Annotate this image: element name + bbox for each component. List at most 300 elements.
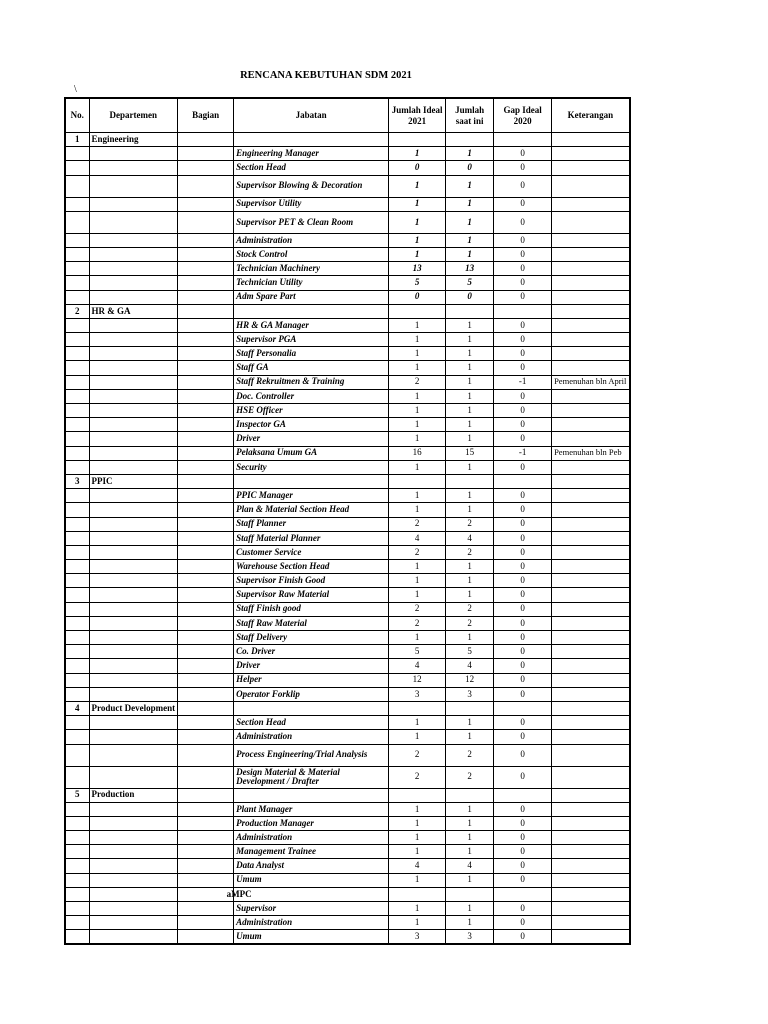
section-name [178,474,234,488]
row-number [65,902,89,916]
document-title: RENCANA KEBUTUHAN SDM 2021 [240,70,412,81]
current-count: 1 [446,147,494,161]
table-row [65,211,630,233]
position-title: Driver [234,432,389,446]
section-name [178,404,234,418]
department-name [89,545,178,559]
position-title: Umum [234,930,389,944]
current-count: 1 [446,211,494,233]
position-title: Staff Delivery [234,631,389,645]
ideal-count: 1 [389,730,446,744]
section-name [178,859,234,873]
row-number [65,247,89,261]
section-name [178,347,234,361]
table-row [65,233,630,247]
gap-value: 0 [494,233,552,247]
ideal-count: 3 [389,687,446,701]
row-number [65,460,89,474]
department-name [89,262,178,276]
current-count: 2 [446,616,494,630]
gap-value: 0 [494,333,552,347]
ideal-count: 2 [389,744,446,766]
department-name [89,460,178,474]
department-name [89,744,178,766]
current-count: 1 [446,361,494,375]
table-row [65,147,630,161]
table-row [65,930,630,944]
row-number [65,233,89,247]
table-row [65,517,630,531]
gap-value: 0 [494,175,552,197]
table-row [65,432,630,446]
position-title: Warehouse Section Head [234,560,389,574]
gap-value: 0 [494,716,552,730]
gap-value: 0 [494,730,552,744]
row-number [65,318,89,332]
section-name [178,673,234,687]
gap-value: 0 [494,361,552,375]
gap-value [494,701,552,715]
department-name [89,560,178,574]
position-title: Engineering Manager [234,147,389,161]
current-count: 1 [446,404,494,418]
department-name [89,831,178,845]
header-no: No. [65,98,89,133]
section-name [178,333,234,347]
ideal-count: 4 [389,659,446,673]
ideal-count [389,887,446,901]
gap-value: 0 [494,744,552,766]
gap-value: 0 [494,460,552,474]
current-count: 1 [446,489,494,503]
department-name [89,859,178,873]
position-title: Supervisor [234,902,389,916]
section-name [178,318,234,332]
section-name [178,602,234,616]
current-count: 1 [446,902,494,916]
remarks: Pemenuhan bln April [552,375,630,389]
gap-value: -1 [494,446,552,460]
current-count [446,788,494,802]
ideal-count: 1 [389,460,446,474]
current-count: 4 [446,659,494,673]
position-title: Inspector GA [234,418,389,432]
row-number [65,503,89,517]
current-count: 1 [446,233,494,247]
section-name [178,247,234,261]
table-row [65,873,630,887]
remarks [552,659,630,673]
ideal-count [389,133,446,147]
section-name [178,659,234,673]
ideal-count: 1 [389,588,446,602]
current-count: 1 [446,831,494,845]
ideal-count: 2 [389,375,446,389]
gap-value: 0 [494,432,552,446]
remarks [552,560,630,574]
ideal-count: 1 [389,389,446,403]
gap-value [494,474,552,488]
current-count [446,701,494,715]
position-title: Administration [234,916,389,930]
position-title: Staff Raw Material [234,616,389,630]
department-name: HR & GA [89,304,178,318]
current-count: 1 [446,730,494,744]
current-count: 1 [446,588,494,602]
row-number [65,744,89,766]
table-row [65,347,630,361]
position-title: Staff Finish good [234,602,389,616]
section-name [178,503,234,517]
ideal-count: 1 [389,432,446,446]
remarks [552,930,630,944]
current-count: 1 [446,560,494,574]
row-number [65,418,89,432]
position-title [234,887,389,901]
remarks [552,845,630,859]
gap-value: 0 [494,916,552,930]
gap-value: 0 [494,645,552,659]
department-name [89,318,178,332]
department-name: Production [89,788,178,802]
department-name [89,389,178,403]
position-title: Management Trainee [234,845,389,859]
department-name [89,197,178,211]
current-count: 2 [446,744,494,766]
row-number [65,766,89,788]
department-row [65,133,630,147]
position-title: Helper [234,673,389,687]
table-row [65,616,630,630]
header-jumlah-ideal: Jumlah Ideal 2021 [389,98,446,133]
header-row [65,98,630,133]
ideal-count: 16 [389,446,446,460]
ideal-count: 1 [389,560,446,574]
remarks [552,873,630,887]
section-name [178,375,234,389]
gap-value: 0 [494,147,552,161]
section-name [178,701,234,715]
department-name [89,211,178,233]
table-body [65,133,630,945]
department-name [89,916,178,930]
position-title: Supervisor Blowing & Decoration [234,175,389,197]
ideal-count: 1 [389,503,446,517]
row-number [65,446,89,460]
department-name [89,802,178,816]
ideal-count: 1 [389,902,446,916]
gap-value: 0 [494,859,552,873]
position-title: Administration [234,730,389,744]
remarks [552,404,630,418]
section-name [178,744,234,766]
gap-value: 0 [494,831,552,845]
current-count: 1 [446,197,494,211]
gap-value: 0 [494,276,552,290]
row-number [65,560,89,574]
remarks [552,645,630,659]
current-count: 1 [446,375,494,389]
gap-value: 0 [494,631,552,645]
ideal-count: 1 [389,873,446,887]
gap-value: 0 [494,673,552,687]
current-count: 1 [446,802,494,816]
remarks [552,474,630,488]
row-number [65,333,89,347]
table-row [65,361,630,375]
position-title: Section Head [234,161,389,175]
department-name [89,347,178,361]
remarks [552,262,630,276]
ideal-count: 1 [389,318,446,332]
row-number [65,816,89,830]
position-title: Section Head [234,716,389,730]
header-gap: Gap Ideal 2020 [494,98,552,133]
gap-value: 0 [494,766,552,788]
current-count: 15 [446,446,494,460]
section-name [178,545,234,559]
row-number [65,574,89,588]
row-number [65,262,89,276]
remarks [552,545,630,559]
table-row [65,375,630,389]
ideal-count: 1 [389,802,446,816]
gap-value: 0 [494,418,552,432]
section-name [178,687,234,701]
remarks [552,588,630,602]
current-count [446,887,494,901]
ideal-count [389,304,446,318]
table-row [65,902,630,916]
current-count: 1 [446,333,494,347]
ideal-count: 2 [389,766,446,788]
row-number [65,161,89,175]
current-count: 1 [446,389,494,403]
gap-value: 0 [494,616,552,630]
gap-value: 0 [494,161,552,175]
remarks [552,389,630,403]
current-count: 1 [446,460,494,474]
table-row [65,859,630,873]
position-title: Pelaksana Umum GA [234,446,389,460]
remarks [552,802,630,816]
department-name [89,902,178,916]
current-count: 1 [446,432,494,446]
table-row [65,602,630,616]
position-title [234,474,389,488]
ideal-count [389,474,446,488]
position-title: Staff GA [234,361,389,375]
current-count: 4 [446,859,494,873]
gap-value: 0 [494,930,552,944]
remarks [552,197,630,211]
gap-value: 0 [494,687,552,701]
remarks [552,147,630,161]
row-number [65,375,89,389]
header-jumlah-saat-ini: Jumlah saat ini [446,98,494,133]
department-name [89,574,178,588]
position-title: Technician Machinery [234,262,389,276]
row-number: 1 [65,133,89,147]
position-title: Staff Material Planner [234,531,389,545]
current-count: 1 [446,916,494,930]
department-name [89,845,178,859]
current-count: 1 [446,873,494,887]
header-departemen: Departemen [89,98,178,133]
position-title: Operator Forklip [234,687,389,701]
department-row [65,474,630,488]
section-name [178,389,234,403]
gap-value: 0 [494,489,552,503]
current-count: 0 [446,161,494,175]
ideal-count: 13 [389,262,446,276]
table-row [65,716,630,730]
gap-value [494,788,552,802]
ideal-count: 12 [389,673,446,687]
ideal-count: 4 [389,531,446,545]
ideal-count: 1 [389,816,446,830]
position-title [234,133,389,147]
ideal-count: 3 [389,930,446,944]
remarks [552,616,630,630]
row-number [65,730,89,744]
gap-value [494,304,552,318]
table-row [65,161,630,175]
current-count: 1 [446,175,494,197]
remarks [552,233,630,247]
department-name [89,404,178,418]
position-title: Staff Planner [234,517,389,531]
department-name [89,233,178,247]
gap-value: 0 [494,262,552,276]
position-title: PPIC Manager [234,489,389,503]
gap-value: 0 [494,211,552,233]
section-name [178,517,234,531]
section-name: aMPC [178,887,234,901]
row-number [65,916,89,930]
row-number [65,347,89,361]
gap-value: 0 [494,318,552,332]
table-row [65,645,630,659]
ideal-count: 0 [389,161,446,175]
department-name [89,147,178,161]
remarks [552,816,630,830]
position-title: Co. Driver [234,645,389,659]
position-title: Staff Personalia [234,347,389,361]
department-name [89,161,178,175]
gap-value: 0 [494,545,552,559]
position-title: Supervisor Finish Good [234,574,389,588]
row-number [65,659,89,673]
ideal-count: 1 [389,845,446,859]
department-row [65,788,630,802]
ideal-count: 1 [389,233,446,247]
remarks [552,347,630,361]
gap-value: 0 [494,503,552,517]
row-number [65,602,89,616]
position-title [234,701,389,715]
row-number [65,716,89,730]
ideal-count: 4 [389,859,446,873]
remarks: Pemenuhan bln Peb [552,446,630,460]
ideal-count: 0 [389,290,446,304]
position-title: Supervisor PET & Clean Room [234,211,389,233]
current-count: 3 [446,687,494,701]
section-name [178,788,234,802]
table-row [65,687,630,701]
department-name [89,716,178,730]
gap-value: 0 [494,574,552,588]
row-number [65,517,89,531]
header-bagian: Bagian [178,98,234,133]
remarks [552,290,630,304]
current-count: 1 [446,318,494,332]
gap-value: 0 [494,560,552,574]
department-name [89,418,178,432]
position-title: Data Analyst [234,859,389,873]
position-title: Customer Service [234,545,389,559]
remarks [552,687,630,701]
department-name: Product Development [89,701,178,715]
section-name [178,175,234,197]
remarks [552,333,630,347]
remarks [552,916,630,930]
gap-value: 0 [494,404,552,418]
section-name [178,418,234,432]
department-name: PPIC [89,474,178,488]
current-count: 1 [446,347,494,361]
table-row [65,845,630,859]
department-name [89,873,178,887]
row-number [65,616,89,630]
row-number: 4 [65,701,89,715]
row-number [65,211,89,233]
remarks [552,211,630,233]
current-count: 5 [446,645,494,659]
department-name [89,887,178,901]
section-name [178,197,234,211]
department-name [89,930,178,944]
remarks [552,318,630,332]
department-name [89,602,178,616]
table-row [65,730,630,744]
gap-value: 0 [494,531,552,545]
ideal-count: 2 [389,517,446,531]
current-count [446,474,494,488]
table-row [65,744,630,766]
ideal-count: 2 [389,545,446,559]
current-count: 0 [446,290,494,304]
remarks [552,887,630,901]
section-name [178,147,234,161]
department-name [89,446,178,460]
section-name [178,432,234,446]
ideal-count: 1 [389,361,446,375]
ideal-count: 1 [389,489,446,503]
ideal-count: 1 [389,197,446,211]
ideal-count: 1 [389,574,446,588]
remarks [552,730,630,744]
header-keterangan: Keterangan [552,98,630,133]
position-title: Plan & Material Section Head [234,503,389,517]
department-name [89,503,178,517]
section-name [178,873,234,887]
section-name [178,574,234,588]
department-name [89,766,178,788]
table-row [65,175,630,197]
ideal-count: 1 [389,147,446,161]
section-name [178,460,234,474]
